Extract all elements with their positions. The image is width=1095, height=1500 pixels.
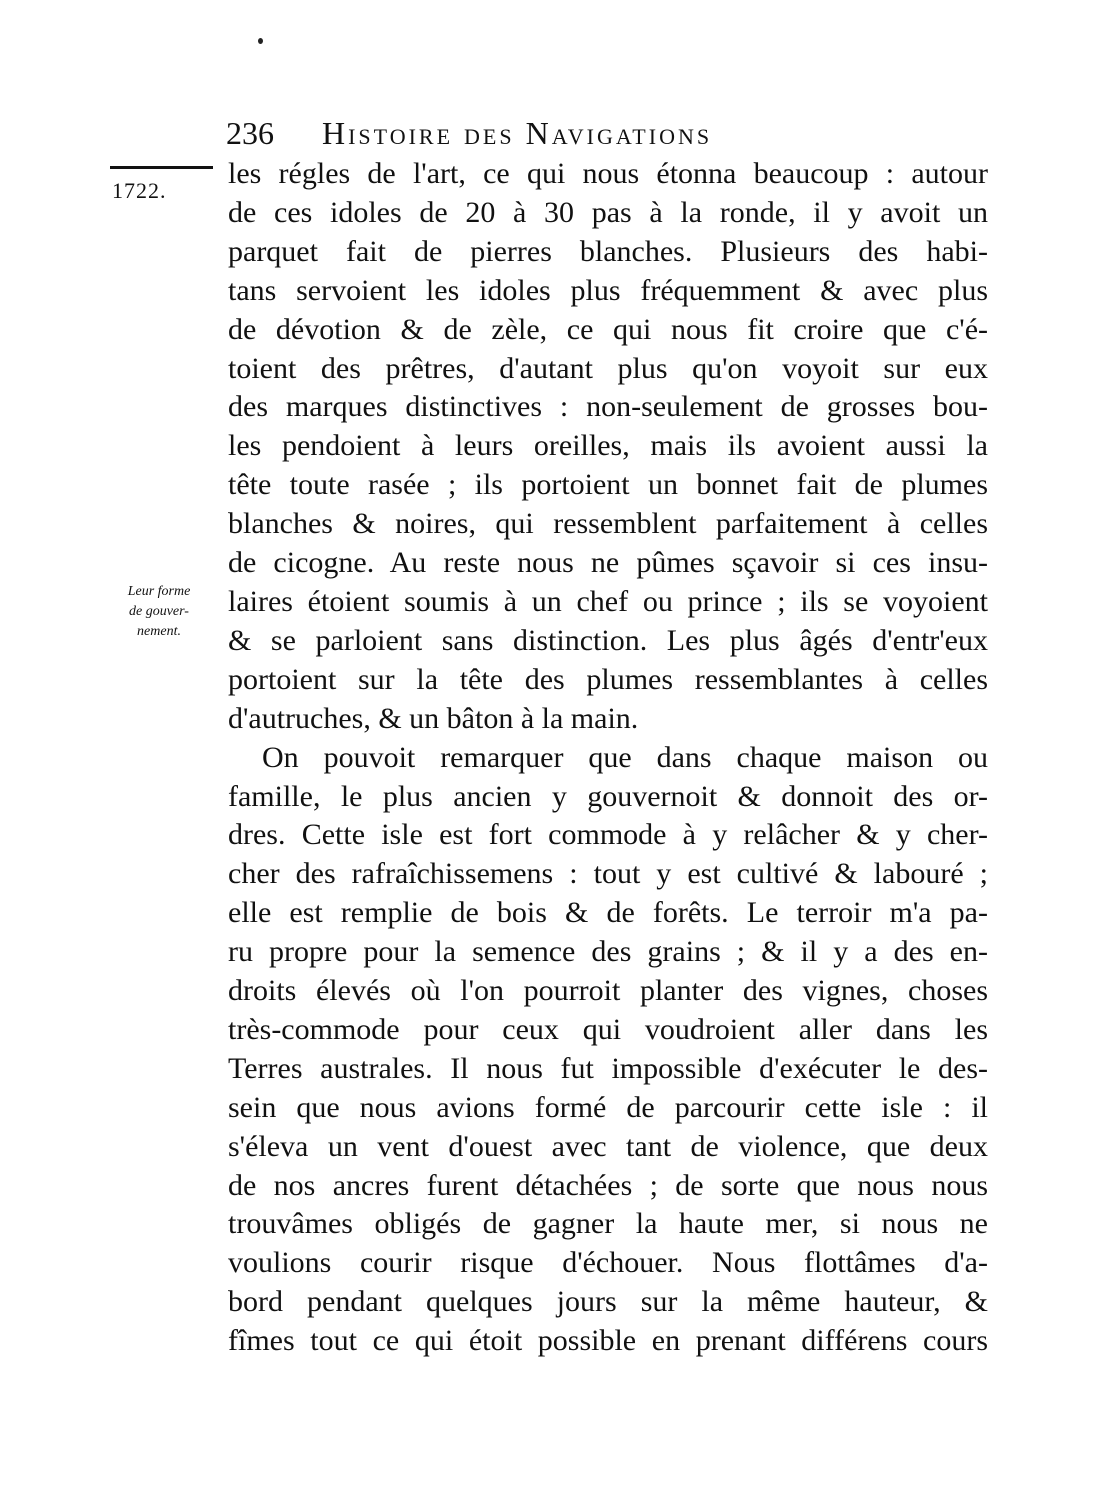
text-line: de dévotion & de zèle, ce qui nous fit croire que c'é- <box>228 312 988 346</box>
text-line: parquet fait de pierres blanches. Plusieurs des habi- <box>228 234 988 268</box>
text-line: très-commode pour ceux qui voudroient aller dans les <box>228 1012 988 1046</box>
text-line: cher des rafraîchissemens : tout y est cultivé & labouré ; <box>228 857 988 891</box>
text-line: sein que nous avions formé de parcourir cette isle : il <box>228 1090 988 1124</box>
text-line: ru propre pour la semence des grains ; & il y a des en- <box>228 935 988 969</box>
body-text <box>228 155 1018 1361</box>
text-line: toient des prêtres, d'autant plus qu'on voyoit sur eux <box>228 351 988 385</box>
margin-sidenote <box>104 582 214 642</box>
text-line: blanches & noires, qui ressemblent parfaitement à celles <box>228 507 988 541</box>
sidenote-line: Leur forme <box>127 584 191 599</box>
sidenote-line: nement. <box>137 624 181 639</box>
text-line: les pendoient à leurs oreilles, mais ils avoient aussi la <box>228 429 988 463</box>
text-line: de nos ancres furent détachées ; de sorte que nous nous <box>228 1168 988 1202</box>
text-line: les régles de l'art, ce qui nous étonna beaucoup : autour <box>228 157 988 190</box>
text-line: s'éleva un vent d'ouest avec tant de violence, que deux <box>228 1129 988 1163</box>
margin-rule <box>110 166 213 169</box>
running-title: Histoire des Navigations <box>322 115 713 151</box>
text-line: d'autruches, & un bâton à la main. <box>228 701 639 735</box>
page-header <box>226 108 1006 158</box>
text-line: de ces idoles de 20 à 30 pas à la ronde, il y avoit un <box>228 195 988 229</box>
text-line: tans servoient les idoles plus fréquemment & avec plus <box>228 273 988 307</box>
text-line: bord pendant quelques jours sur la même hauteur, & <box>228 1285 988 1319</box>
text-line: elle est remplie de bois & de forêts. Le terroir m'a pa- <box>228 896 988 930</box>
text-line: portoient sur la tête des plumes ressemblantes à celles <box>228 662 988 696</box>
text-line: voulions courir risque d'échouer. Nous flottâmes d'a- <box>228 1246 988 1280</box>
text-line: famille, le plus ancien y gouvernoit & donnoit des or- <box>228 779 988 813</box>
margin-year: 1722. <box>112 178 167 203</box>
page-number: 236 <box>226 115 274 151</box>
text-line: droits élevés où l'on pourroit planter des vignes, choses <box>228 974 988 1008</box>
ink-speck <box>258 38 263 44</box>
sidenote-line: de gouver- <box>129 604 189 619</box>
text-line: de cicogne. Au reste nous ne pûmes sçavoir si ces insu- <box>228 546 988 580</box>
text-line: On pouvoit remarquer que dans chaque maison ou <box>262 740 988 774</box>
text-line: & se parloient sans distinction. Les plus âgés d'entr'eux <box>228 623 988 657</box>
text-line: Terres australes. Il nous fut impossible d'exécuter le des- <box>228 1051 988 1085</box>
text-line: trouvâmes obligés de gagner la haute mer, si nous ne <box>228 1207 988 1241</box>
text-line: tête toute rasée ; ils portoient un bonnet fait de plumes <box>228 468 988 502</box>
text-line: dres. Cette isle est fort commode à y relâcher & y cher- <box>228 818 988 852</box>
text-line: des marques distinctives : non-seulement de grosses bou- <box>228 390 988 424</box>
text-line: laires étoient soumis à un chef ou prince ; ils se voyoient <box>228 584 988 618</box>
text-line: fîmes tout ce qui étoit possible en prenant différens cours <box>228 1324 988 1358</box>
